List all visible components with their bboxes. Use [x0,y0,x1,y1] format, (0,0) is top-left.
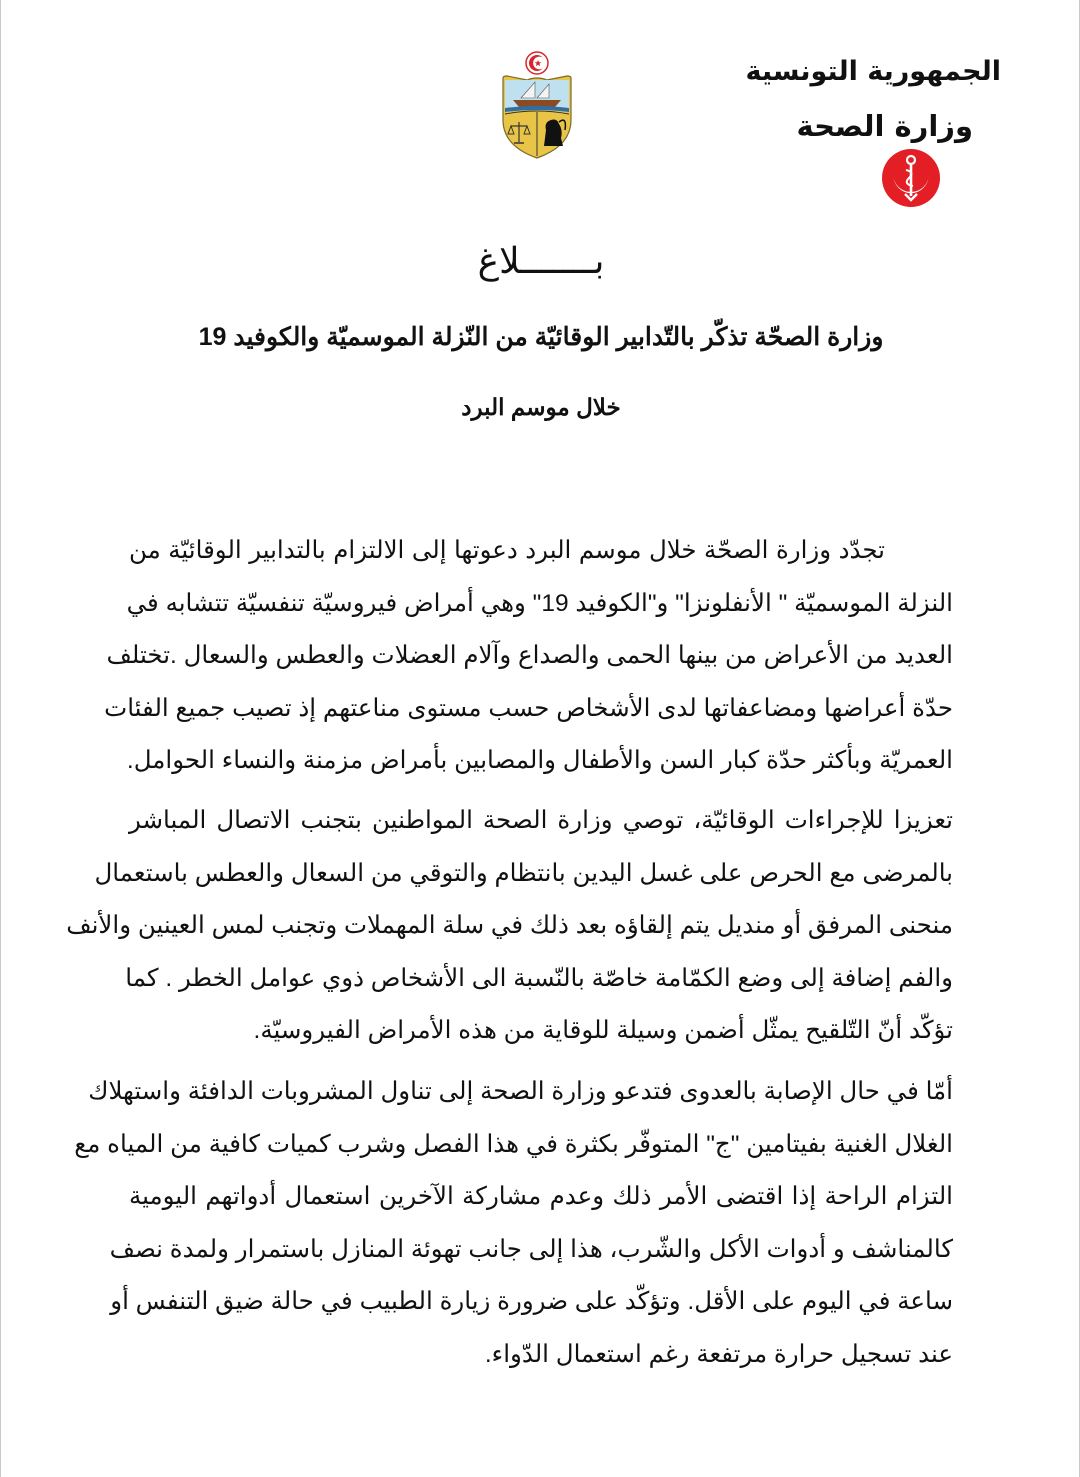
letterhead [741,52,1001,146]
text-line: كالمناشف و أدوات الأكل والشّرب، هذا إلى جانب تهوئة المنازل باستمرار ولمدة نصف [109,1235,953,1263]
text-line: منحنى المرفق أو منديل يتم إلقاؤه بعد ذلك في سلة المهملات وتجنب لمس العينين والأنف [66,912,953,939]
text-line: حدّة أعراضها ومضاعفاتها لدى الأشخاص حسب مستوى مناعتهم إذ تصيب جميع الفئات [104,694,953,722]
text-line: عند تسجيل حرارة مرتفعة رغم استعمال الدّواء. [484,1340,953,1368]
document-subtitle: خلال موسم البرد [461,394,621,420]
document-title: وزارة الصحّة تذكّر بالتّدابير الوقائيّة من النّزلة الموسميّة والكوفيد 19 [198,323,884,351]
text-line: والفم إضافة إلى وضع الكمّامة خاصّة بالنّسبة الى الأشخاص ذوي عوامل الخطر . كما [125,964,953,992]
ministry-name: وزارة الصحة [796,109,973,143]
text-line: الغلال الغنية بفيتامين "ج" المتوفّر بكثرة في هذا الفصل وشرب كميات كافية من المياه مع [74,1130,953,1158]
text-line: تؤكّد أنّ التّلقيح يمثّل أضمن وسيلة للوقاية من هذه الأمراض الفيروسيّة. [253,1017,953,1044]
announcement-heading: بـــــــلاغ [477,240,605,281]
text-line: تجدّد وزارة الصحّة خلال موسم البرد دعوتها إلى الالتزام بالتدابير الوقائيّة من [129,537,885,564]
text-line: تعزيزا للإجراءات الوقائيّة، توصي وزارة الصحة المواطنين بتجنب الاتصال المباشر [129,807,953,834]
text-line: العمريّة وبأكثر حدّة كبار السن والأطفال والمصابين بأمراض مزمنة والنساء الحوامل. [126,747,953,774]
paragraph-2 [66,795,953,1058]
text-line: ساعة في اليوم على الأقل. وتؤكّد على ضرورة زيارة الطبيب في حالة ضيق التنفس أو [110,1288,953,1315]
text-line: بالمرضى مع الحرص على غسل اليدين بانتظام والتوقي من السعال والعطس باستعمال [94,859,953,887]
tunisia-coat-of-arms-icon [497,50,577,160]
republic-name: الجمهورية التونسية [745,56,1001,87]
paragraph-3 [74,1066,953,1381]
text-line: العديد من الأعراض من بينها الحمى والصداع وآلام العضلات والعطس والسعال .تختلف [106,642,953,669]
text-line: التزام الراحة إذا اقتضى الأمر ذلك وعدم مشاركة الآخرين استعمال أدواتهم اليومية [129,1183,953,1210]
paragraph-1 [104,525,953,788]
text-line: أمّا في حال الإصابة بالعدوى فتدعو وزارة الصحة إلى تناول المشروبات الدافئة واستهلاك [88,1078,953,1105]
text-line: النزلة الموسميّة " الأنفلونزا" و"الكوفيد 19" وهي أمراض فيروسيّة تنفسيّة تتشابه في [126,589,953,617]
ministry-anchor-crescent-icon [881,148,941,208]
